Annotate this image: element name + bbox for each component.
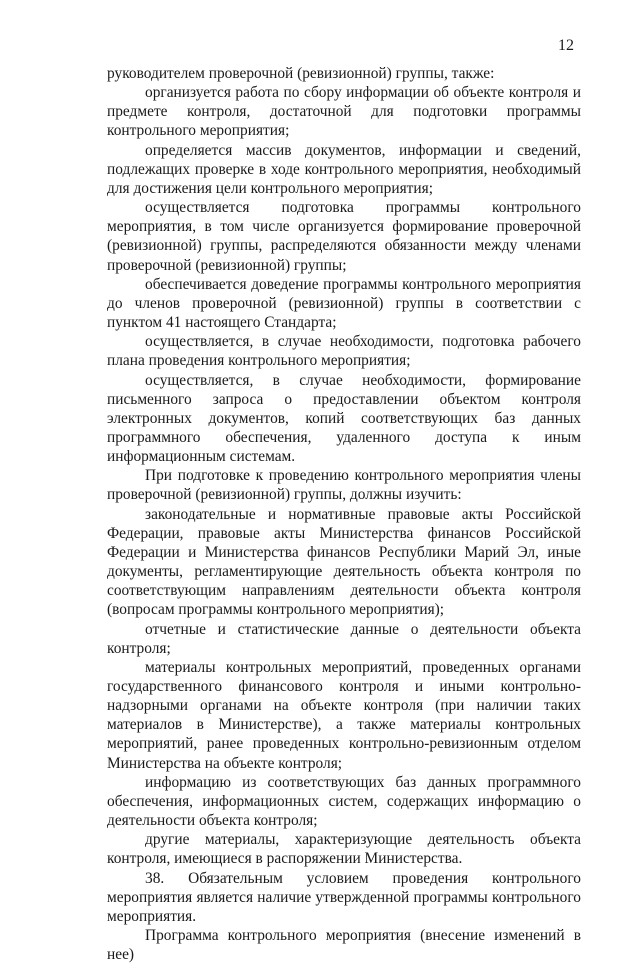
paragraph-continuation: руководителем проверочной (ревизионной) группы, также: <box>107 65 495 82</box>
document-body <box>107 64 581 964</box>
paragraph-preparation-intro: При подготовке к проведению контрольного мероприятия члены проверочной (ревизионной) группы, должны изучить: <box>107 467 581 504</box>
paragraph-define-document-set: определяется массив документов, информации и сведений, подлежащих проверке в ходе контрольного мероприятия, необходимый для достижения цели контрольного мероприятия; <box>107 141 581 197</box>
paragraph-previous-materials: материалы контрольных мероприятий, проведенных органами государственного финансового контроля и иными контрольно-надзорными органами на объекте контроля (при наличии таких материалов в Министерстве), а также материалы контрольных мероприятий, ранее проведенных контрольно-ревизионным отделом Министерства на объекте контроля; <box>107 658 581 772</box>
paragraph-program-changes: Программа контрольного мероприятия (внесение изменений в нее) <box>107 927 581 964</box>
page-number: 12 <box>558 37 574 54</box>
paragraph-reporting-data: отчетные и статистические данные о деятельности объекта контроля; <box>107 620 581 657</box>
paragraph-item-38: 38. Обязательным условием проведения контрольного мероприятия является наличие утвержденной программы контрольного мероприятия. <box>107 869 581 925</box>
paragraph-prepare-program: осуществляется подготовка программы контрольного мероприятия, в том числе организуется формирование проверочной (ревизионной) группы, распределяются обязанности между членами проверочной (ревизионной) группы; <box>107 199 581 274</box>
paragraph-organize-info-collection: организуется работа по сбору информации об объекте контроля и предмете контроля, достаточной для подготовки программы контрольного мероприятия; <box>107 84 581 140</box>
paragraph-legal-acts: законодательные и нормативные правовые акты Российской Федерации, правовые акты Министерства финансов Российской Федерации и Министерства финансов Республики Марий Эл, иные документы, регламентирующие деятельность объекта контроля по соответствующим направлениям деятельности объекта контроля (вопросам программы контрольного мероприятия); <box>107 505 581 619</box>
paragraph-communicate-program: обеспечивается доведение программы контрольного мероприятия до членов проверочной (ревизионной) группы в соответствии с пунктом 41 настоящего Стандарта; <box>107 275 581 332</box>
paragraph-written-request: осуществляется, в случае необходимости, формирование письменного запроса о предоставлении объектом контроля электронных документов, копий соответствующих баз данных программного обеспечения, удаленного доступа к иным информационным системам. <box>107 371 581 466</box>
paragraph-work-plan: осуществляется, в случае необходимости, подготовка рабочего плана проведения контрольного мероприятия; <box>107 333 581 370</box>
paragraph-other-materials: другие материалы, характеризующие деятельность объекта контроля, имеющиеся в распоряжении Министерства. <box>107 831 581 868</box>
paragraph-database-info: информацию из соответствующих баз данных программного обеспечения, информационных систем, содержащих информацию о деятельности объекта контроля; <box>107 773 581 830</box>
